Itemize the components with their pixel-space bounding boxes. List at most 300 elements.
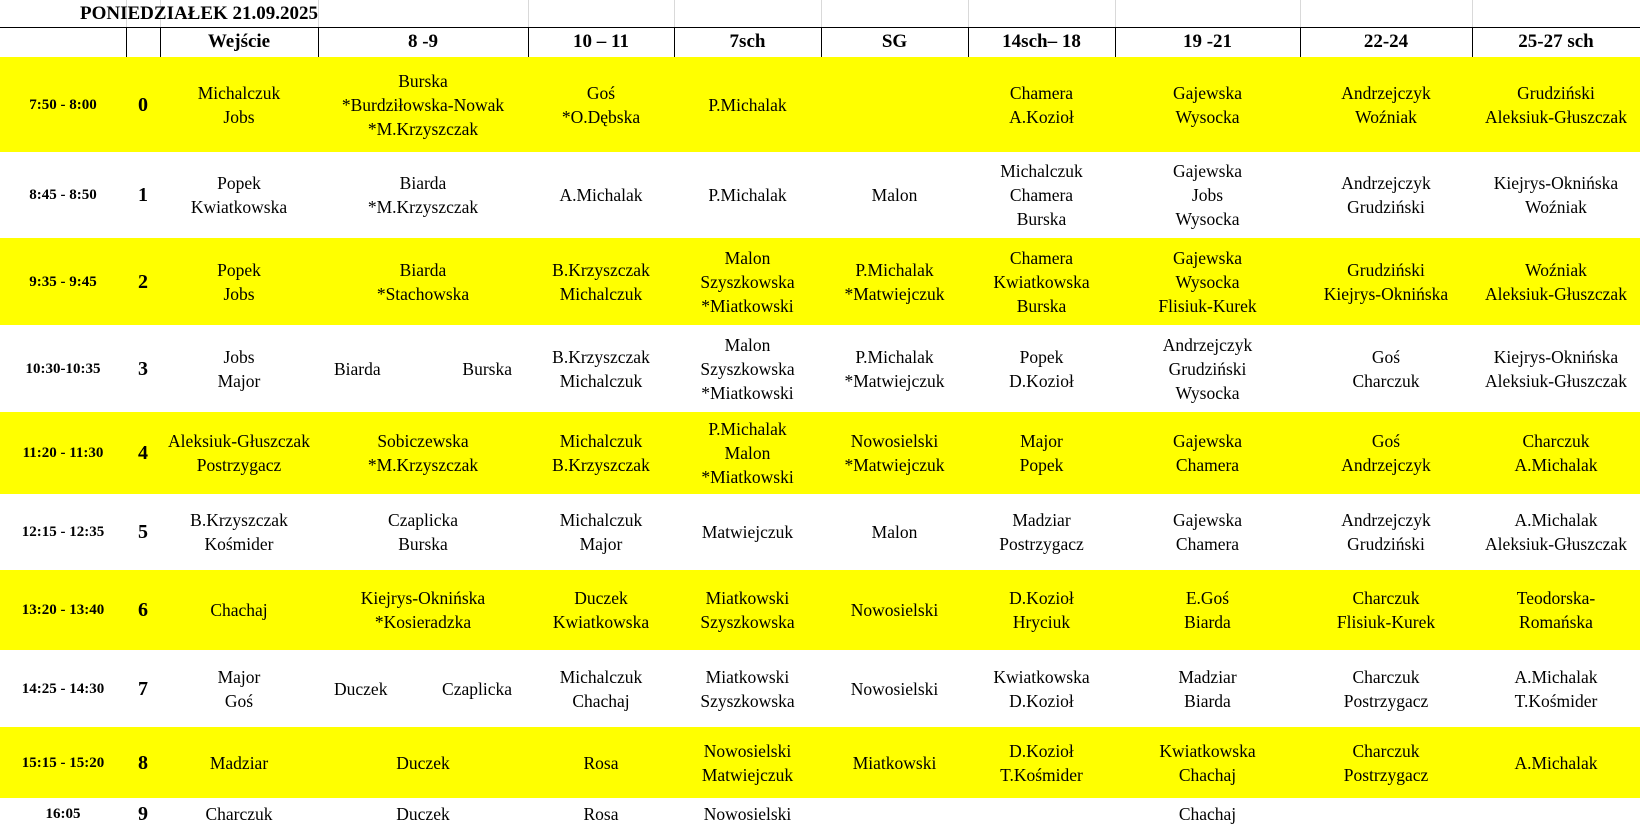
teacher-list bbox=[1163, 333, 1252, 405]
duty-cell bbox=[1472, 412, 1640, 494]
teacher-list bbox=[368, 429, 478, 477]
duty-cell bbox=[160, 412, 318, 494]
duty-cell bbox=[821, 727, 968, 798]
duty-cell bbox=[674, 152, 821, 238]
duty-cell bbox=[674, 570, 821, 650]
duty-cell bbox=[1115, 727, 1300, 798]
column-header bbox=[968, 27, 1115, 57]
duty-cell bbox=[821, 798, 968, 829]
teacher-name: Nowosielski bbox=[703, 803, 792, 824]
teacher-list bbox=[1337, 586, 1435, 634]
teacher-name: Malon bbox=[871, 185, 918, 205]
teacher-name: Michalczuk bbox=[559, 283, 643, 304]
teacher-name: Kwiatkowska bbox=[1159, 740, 1256, 761]
time-slot-label: 16:05 bbox=[45, 805, 81, 822]
lesson-number-label: 1 bbox=[138, 184, 148, 206]
teacher-name: Malon bbox=[724, 443, 771, 463]
duty-cell bbox=[968, 494, 1115, 570]
teacher-name: Grudziński bbox=[1347, 534, 1425, 554]
teacher-name: Szyszkowska bbox=[700, 358, 795, 379]
teacher-list bbox=[210, 751, 268, 775]
teacher-list bbox=[396, 802, 449, 826]
duty-cell bbox=[160, 152, 318, 238]
teacher-name: Kwiatkowska bbox=[993, 666, 1090, 687]
teacher-list bbox=[700, 333, 794, 405]
duty-cell bbox=[1300, 570, 1472, 650]
teacher-name: D.Kozioł bbox=[1009, 588, 1074, 608]
teacher-name: Gajewska bbox=[1172, 510, 1242, 530]
teacher-name: Andrzejczyk bbox=[1341, 82, 1431, 103]
column-header-label: 19 -21 bbox=[1182, 31, 1233, 52]
duty-cell bbox=[160, 494, 318, 570]
duty-cell bbox=[318, 238, 528, 325]
teacher-list bbox=[1158, 246, 1256, 318]
column-header-label: 25-27 sch bbox=[1518, 31, 1594, 52]
teacher-name: Chachaj bbox=[572, 690, 630, 711]
duty-cell bbox=[160, 57, 318, 152]
teacher-name: Burska bbox=[398, 534, 448, 554]
teacher-list bbox=[1179, 802, 1236, 826]
teacher-name: A.Michalak bbox=[1514, 752, 1598, 773]
teacher-list bbox=[702, 739, 793, 787]
duty-cell bbox=[968, 798, 1115, 829]
duty-cell bbox=[1472, 650, 1640, 727]
teacher-name: Postrzygacz bbox=[999, 534, 1084, 554]
teacher-name: Major bbox=[217, 370, 261, 391]
time-slot-label: 13:20 - 13:40 bbox=[21, 602, 105, 618]
lesson-number-label: 9 bbox=[138, 802, 148, 825]
duty-cell bbox=[1300, 650, 1472, 727]
duty-cell bbox=[318, 412, 528, 494]
teacher-list bbox=[1341, 81, 1430, 129]
teacher-name: Charczuk bbox=[1352, 588, 1420, 608]
teacher-name: Popek bbox=[217, 259, 261, 280]
duty-cell bbox=[528, 727, 674, 798]
teacher-name: Michalczuk bbox=[1000, 161, 1083, 181]
teacher-name: Goś bbox=[1371, 431, 1401, 451]
duty-cell bbox=[160, 238, 318, 325]
teacher-name: Charczuk bbox=[1352, 740, 1420, 761]
teacher-name: Biarda bbox=[334, 358, 381, 379]
column-header bbox=[160, 27, 318, 57]
duty-cell bbox=[1300, 798, 1472, 829]
teacher-name: Andrzejczyk bbox=[1341, 173, 1431, 193]
teacher-list bbox=[377, 258, 469, 306]
duty-cell bbox=[1115, 650, 1300, 727]
teacher-name: Woźniak bbox=[1525, 197, 1587, 217]
teacher-list bbox=[1324, 258, 1448, 306]
lesson-number-label: 2 bbox=[138, 270, 148, 293]
duty-cell bbox=[674, 798, 821, 829]
teacher-name: Aleksiuk-Głuszczak bbox=[1485, 534, 1627, 554]
teacher-name: *M.Krzyszczak bbox=[367, 455, 479, 475]
duty-cell bbox=[318, 325, 528, 412]
duty-cell bbox=[1300, 57, 1472, 152]
teacher-name: Szyszkowska bbox=[700, 690, 795, 711]
duty-cell bbox=[1115, 325, 1300, 412]
duty-cell bbox=[1472, 727, 1640, 798]
teacher-name: Popek bbox=[1019, 346, 1064, 367]
teacher-name: Goś bbox=[586, 82, 616, 103]
duty-cell bbox=[674, 727, 821, 798]
duty-cell bbox=[528, 412, 674, 494]
teacher-name: Kiejrys-Oknińska bbox=[1493, 346, 1619, 367]
teacher-list bbox=[701, 417, 793, 489]
duty-cell bbox=[821, 412, 968, 494]
teacher-name: Czaplicka bbox=[442, 678, 512, 699]
duty-cell bbox=[160, 325, 318, 412]
teacher-name: Madziar bbox=[209, 752, 269, 773]
lesson-number bbox=[126, 238, 160, 325]
teacher-list bbox=[1514, 429, 1597, 477]
teacher-name: Matwiejczuk bbox=[701, 522, 794, 542]
teacher-list bbox=[584, 751, 619, 775]
duty-cell bbox=[821, 238, 968, 325]
time-slot-label: 15:15 - 15:20 bbox=[21, 754, 105, 771]
teacher-list bbox=[552, 429, 650, 477]
duty-cell bbox=[528, 152, 674, 238]
teacher-name: Popek bbox=[1019, 455, 1064, 475]
teacher-name: Burska bbox=[398, 70, 448, 91]
column-header bbox=[1115, 27, 1300, 57]
teacher-name: Woźniak bbox=[1355, 106, 1417, 127]
duty-cell bbox=[160, 727, 318, 798]
teacher-name: Kwiatkowska bbox=[552, 612, 650, 632]
teacher-list bbox=[1344, 739, 1429, 787]
duty-cell bbox=[1472, 494, 1640, 570]
teacher-list bbox=[342, 69, 504, 141]
duty-cell bbox=[318, 494, 528, 570]
teacher-name: P.Michalak bbox=[708, 419, 787, 439]
teacher-list bbox=[1352, 345, 1419, 393]
column-header-label: 7sch bbox=[729, 31, 766, 52]
duty-cell bbox=[1300, 238, 1472, 325]
teacher-name: Aleksiuk-Głuszczak bbox=[1485, 106, 1627, 127]
teacher-name: Kwiatkowska bbox=[190, 197, 288, 217]
duty-cell bbox=[318, 650, 528, 727]
teacher-name: Sobiczewska bbox=[377, 431, 469, 451]
teacher-name: Grudziński bbox=[1517, 82, 1595, 103]
column-header bbox=[1472, 27, 1640, 57]
teacher-name: Burska bbox=[1016, 209, 1067, 229]
teacher-name: P.Michalak bbox=[708, 185, 787, 205]
teacher-name: Miatkowski bbox=[705, 588, 790, 608]
teacher-list bbox=[1485, 81, 1627, 129]
teacher-name: Andrzejczyk bbox=[1341, 455, 1431, 475]
duty-cell bbox=[160, 650, 318, 727]
teacher-name: *Miatkowski bbox=[701, 295, 794, 316]
teacher-name: Postrzygacz bbox=[1343, 764, 1429, 785]
teacher-list bbox=[218, 345, 261, 393]
teacher-name: *Burdziłowska-Nowak bbox=[341, 94, 505, 115]
teacher-list bbox=[198, 81, 281, 129]
duty-cell bbox=[528, 325, 674, 412]
teacher-name: Jobs bbox=[1191, 185, 1224, 205]
duty-cell bbox=[528, 798, 674, 829]
lesson-number bbox=[126, 57, 160, 152]
teacher-name: Burska bbox=[462, 358, 512, 379]
teacher-name: *M.Krzyszczak bbox=[367, 197, 479, 217]
teacher-name: Wysocka bbox=[1175, 209, 1240, 229]
teacher-name: A.Michalak bbox=[1514, 666, 1598, 687]
column-header-label: 22-24 bbox=[1363, 31, 1409, 52]
duty-cell bbox=[1300, 412, 1472, 494]
teacher-name: Gajewska bbox=[1172, 82, 1242, 103]
duty-cell bbox=[318, 152, 528, 238]
teacher-name: Chachaj bbox=[1178, 764, 1237, 785]
teacher-list bbox=[562, 81, 640, 129]
duty-cell bbox=[674, 238, 821, 325]
column-header-label: SG bbox=[881, 31, 908, 52]
teacher-name: Major bbox=[1020, 431, 1063, 451]
teacher-name: Teodorska- bbox=[1516, 588, 1596, 608]
teacher-list bbox=[853, 751, 937, 775]
teacher-name: Jobs bbox=[223, 106, 255, 127]
teacher-name: Postrzygacz bbox=[196, 455, 282, 475]
teacher-list bbox=[1514, 665, 1597, 713]
duty-cell bbox=[318, 727, 528, 798]
teacher-list bbox=[872, 183, 918, 207]
teacher-name: Hryciuk bbox=[1012, 612, 1071, 632]
teacher-name: A.Michalak bbox=[559, 185, 643, 205]
teacher-name: Madziar bbox=[1012, 510, 1071, 530]
teacher-name: *Matwiejczuk bbox=[844, 455, 945, 475]
teacher-list bbox=[396, 751, 449, 775]
teacher-list bbox=[218, 665, 261, 713]
teacher-name: Andrzejczyk bbox=[1162, 334, 1253, 355]
teacher-list bbox=[560, 508, 643, 556]
teacher-name: Michalczuk bbox=[559, 431, 643, 451]
teacher-list bbox=[851, 598, 939, 622]
teacher-name: Goś bbox=[1371, 346, 1401, 367]
duty-cell bbox=[1472, 238, 1640, 325]
teacher-list bbox=[702, 520, 793, 544]
duty-cell bbox=[1115, 238, 1300, 325]
teacher-list bbox=[700, 665, 794, 713]
duty-cell bbox=[1472, 152, 1640, 238]
column-header-label: 10 – 11 bbox=[573, 31, 629, 52]
teacher-name: Jobs bbox=[223, 283, 255, 304]
duty-cell bbox=[821, 494, 968, 570]
teacher-name: Duczek bbox=[574, 588, 628, 608]
duty-cell bbox=[674, 325, 821, 412]
teacher-list bbox=[1485, 508, 1627, 556]
teacher-name: D.Kozioł bbox=[1009, 690, 1074, 711]
teacher-list bbox=[217, 258, 261, 306]
column-header-label: Wejście bbox=[207, 31, 271, 52]
teacher-name: Chamera bbox=[1009, 82, 1074, 103]
teacher-name: Postrzygacz bbox=[1343, 690, 1429, 711]
teacher-name: T.Kośmider bbox=[1514, 690, 1598, 711]
schedule-title: PONIEDZIAŁEK 21.09.2025 bbox=[80, 2, 319, 24]
teacher-name: Michalczuk bbox=[559, 370, 643, 391]
teacher-name: Grudziński bbox=[1347, 197, 1425, 217]
time-slot bbox=[0, 412, 126, 494]
column-header bbox=[821, 27, 968, 57]
teacher-name: Nowosielski bbox=[850, 600, 939, 620]
teacher-name: *Matwiejczuk bbox=[844, 370, 945, 391]
teacher-name: Aleksiuk-Głuszczak bbox=[1485, 283, 1627, 304]
time-slot bbox=[0, 238, 126, 325]
duty-cell bbox=[160, 570, 318, 650]
lesson-number-label: 8 bbox=[138, 751, 148, 774]
lesson-number-label: 4 bbox=[138, 442, 148, 464]
duty-cell bbox=[528, 650, 674, 727]
teacher-list bbox=[1178, 665, 1236, 713]
teacher-name: E.Goś bbox=[1185, 588, 1230, 608]
lesson-number bbox=[126, 152, 160, 238]
teacher-name: Michalczuk bbox=[559, 510, 643, 530]
teacher-list bbox=[1173, 508, 1242, 556]
lesson-number bbox=[126, 412, 160, 494]
teacher-name: Duczek bbox=[396, 803, 450, 824]
teacher-name: P.Michalak bbox=[855, 346, 934, 367]
teacher-name: Michalczuk bbox=[559, 666, 643, 687]
teacher-name: Malon bbox=[724, 334, 771, 355]
duty-cell bbox=[674, 412, 821, 494]
teacher-name: Duczek bbox=[334, 678, 388, 699]
time-slot bbox=[0, 152, 126, 238]
teacher-list bbox=[1000, 159, 1083, 231]
duty-cell bbox=[968, 412, 1115, 494]
duty-cell bbox=[968, 570, 1115, 650]
teacher-name: Malon bbox=[724, 247, 771, 268]
time-slot-label: 12:15 - 12:35 bbox=[21, 524, 105, 540]
teacher-name: Chamera bbox=[1175, 534, 1240, 554]
teacher-name: Popek bbox=[217, 173, 261, 193]
time-slot-label: 9:35 - 9:45 bbox=[29, 273, 97, 290]
teacher-list bbox=[168, 429, 310, 477]
duty-cell bbox=[968, 325, 1115, 412]
teacher-name: *M.Krzyszczak bbox=[367, 118, 479, 139]
teacher-name: Wysocka bbox=[1175, 271, 1240, 292]
teacher-list bbox=[552, 258, 650, 306]
teacher-name: Charczuk bbox=[1352, 370, 1420, 391]
time-slot bbox=[0, 494, 126, 570]
duty-cell bbox=[528, 570, 674, 650]
teacher-list bbox=[388, 508, 458, 556]
lesson-number bbox=[126, 494, 160, 570]
duty-cell bbox=[528, 494, 674, 570]
teacher-name: Wysocka bbox=[1175, 382, 1240, 403]
duty-cell bbox=[674, 650, 821, 727]
duty-cell bbox=[821, 57, 968, 152]
teacher-list bbox=[368, 171, 478, 219]
teacher-list bbox=[999, 508, 1084, 556]
teacher-list bbox=[700, 246, 794, 318]
teacher-list bbox=[704, 802, 792, 826]
duty-cell bbox=[1300, 727, 1472, 798]
lesson-number bbox=[126, 570, 160, 650]
teacher-list bbox=[872, 520, 918, 544]
teacher-list bbox=[1344, 665, 1429, 713]
duty-cell bbox=[1472, 325, 1640, 412]
teacher-list bbox=[1173, 429, 1242, 477]
teacher-name: Kiejrys-Oknińska bbox=[360, 588, 486, 608]
teacher-list bbox=[844, 429, 944, 477]
teacher-name: Flisiuk-Kurek bbox=[1336, 612, 1436, 632]
teacher-list bbox=[361, 586, 485, 634]
teacher-name: Goś bbox=[224, 690, 254, 711]
teacher-name: Chachaj bbox=[1178, 803, 1237, 824]
teacher-name: Nowosielski bbox=[850, 678, 939, 699]
time-slot bbox=[0, 570, 126, 650]
lesson-number-label: 5 bbox=[138, 521, 148, 543]
duty-cell bbox=[1472, 57, 1640, 152]
duty-cell bbox=[821, 152, 968, 238]
duty-cell bbox=[1300, 152, 1472, 238]
teacher-list bbox=[584, 802, 619, 826]
duty-cell bbox=[1115, 152, 1300, 238]
teacher-name: *Stachowska bbox=[376, 283, 470, 304]
teacher-name: Czaplicka bbox=[388, 510, 458, 530]
duty-cell bbox=[1115, 494, 1300, 570]
teacher-list bbox=[190, 508, 288, 556]
teacher-list bbox=[1009, 81, 1074, 129]
duty-cell bbox=[821, 325, 968, 412]
column-header-label: 8 -9 bbox=[407, 31, 439, 52]
lesson-number-label: 0 bbox=[138, 93, 148, 116]
teacher-name: Charczuk bbox=[1352, 666, 1420, 687]
teacher-list bbox=[552, 345, 650, 393]
teacher-list bbox=[844, 258, 944, 306]
teacher-name: Biarda bbox=[399, 259, 447, 280]
teacher-list bbox=[1514, 751, 1597, 775]
duty-cell bbox=[1115, 798, 1300, 829]
duty-cell bbox=[821, 650, 968, 727]
teacher-name: Kwiatkowska bbox=[993, 271, 1090, 292]
teacher-name: *Miatkowski bbox=[701, 382, 794, 403]
teacher-name: Gajewska bbox=[1172, 161, 1242, 181]
duty-cell bbox=[528, 57, 674, 152]
teacher-list bbox=[560, 665, 643, 713]
teacher-name: Charczuk bbox=[205, 803, 273, 824]
teacher-name: Kiejrys-Oknińska bbox=[1493, 173, 1619, 193]
teacher-list bbox=[1000, 739, 1083, 787]
time-slot bbox=[0, 727, 126, 798]
teacher-name: D.Kozioł bbox=[1009, 370, 1074, 391]
teacher-name: A.Michalak bbox=[1514, 510, 1598, 530]
lesson-number-label: 7 bbox=[138, 677, 148, 700]
teacher-name: Flisiuk-Kurek bbox=[1158, 295, 1257, 316]
teacher-name: Wysocka bbox=[1175, 106, 1240, 127]
teacher-list bbox=[1341, 171, 1430, 219]
duty-cell bbox=[1472, 570, 1640, 650]
teacher-list bbox=[1184, 586, 1231, 634]
teacher-name: Major bbox=[579, 534, 623, 554]
teacher-list bbox=[1494, 171, 1618, 219]
teacher-name: D.Kozioł bbox=[1009, 740, 1074, 761]
teacher-name: Madziar bbox=[1178, 666, 1237, 687]
teacher-name: Duczek bbox=[396, 752, 450, 773]
time-slot-label: 7:50 - 8:00 bbox=[29, 96, 97, 113]
teacher-list bbox=[205, 802, 272, 826]
teacher-name: Chamera bbox=[1009, 185, 1074, 205]
teacher-list bbox=[1485, 258, 1627, 306]
teacher-list bbox=[559, 183, 642, 207]
teacher-name: *Miatkowski bbox=[701, 467, 794, 487]
teacher-name: Chachaj bbox=[210, 600, 268, 620]
column-header bbox=[528, 27, 674, 57]
duty-cell bbox=[318, 570, 528, 650]
teacher-name: Chamera bbox=[1175, 455, 1240, 475]
teacher-name: A.Kozioł bbox=[1009, 106, 1074, 127]
duty-cell bbox=[1115, 570, 1300, 650]
teacher-list bbox=[851, 677, 939, 701]
teacher-list bbox=[1020, 429, 1064, 477]
teacher-name: P.Michalak bbox=[855, 259, 934, 280]
duty-cell bbox=[1300, 494, 1472, 570]
